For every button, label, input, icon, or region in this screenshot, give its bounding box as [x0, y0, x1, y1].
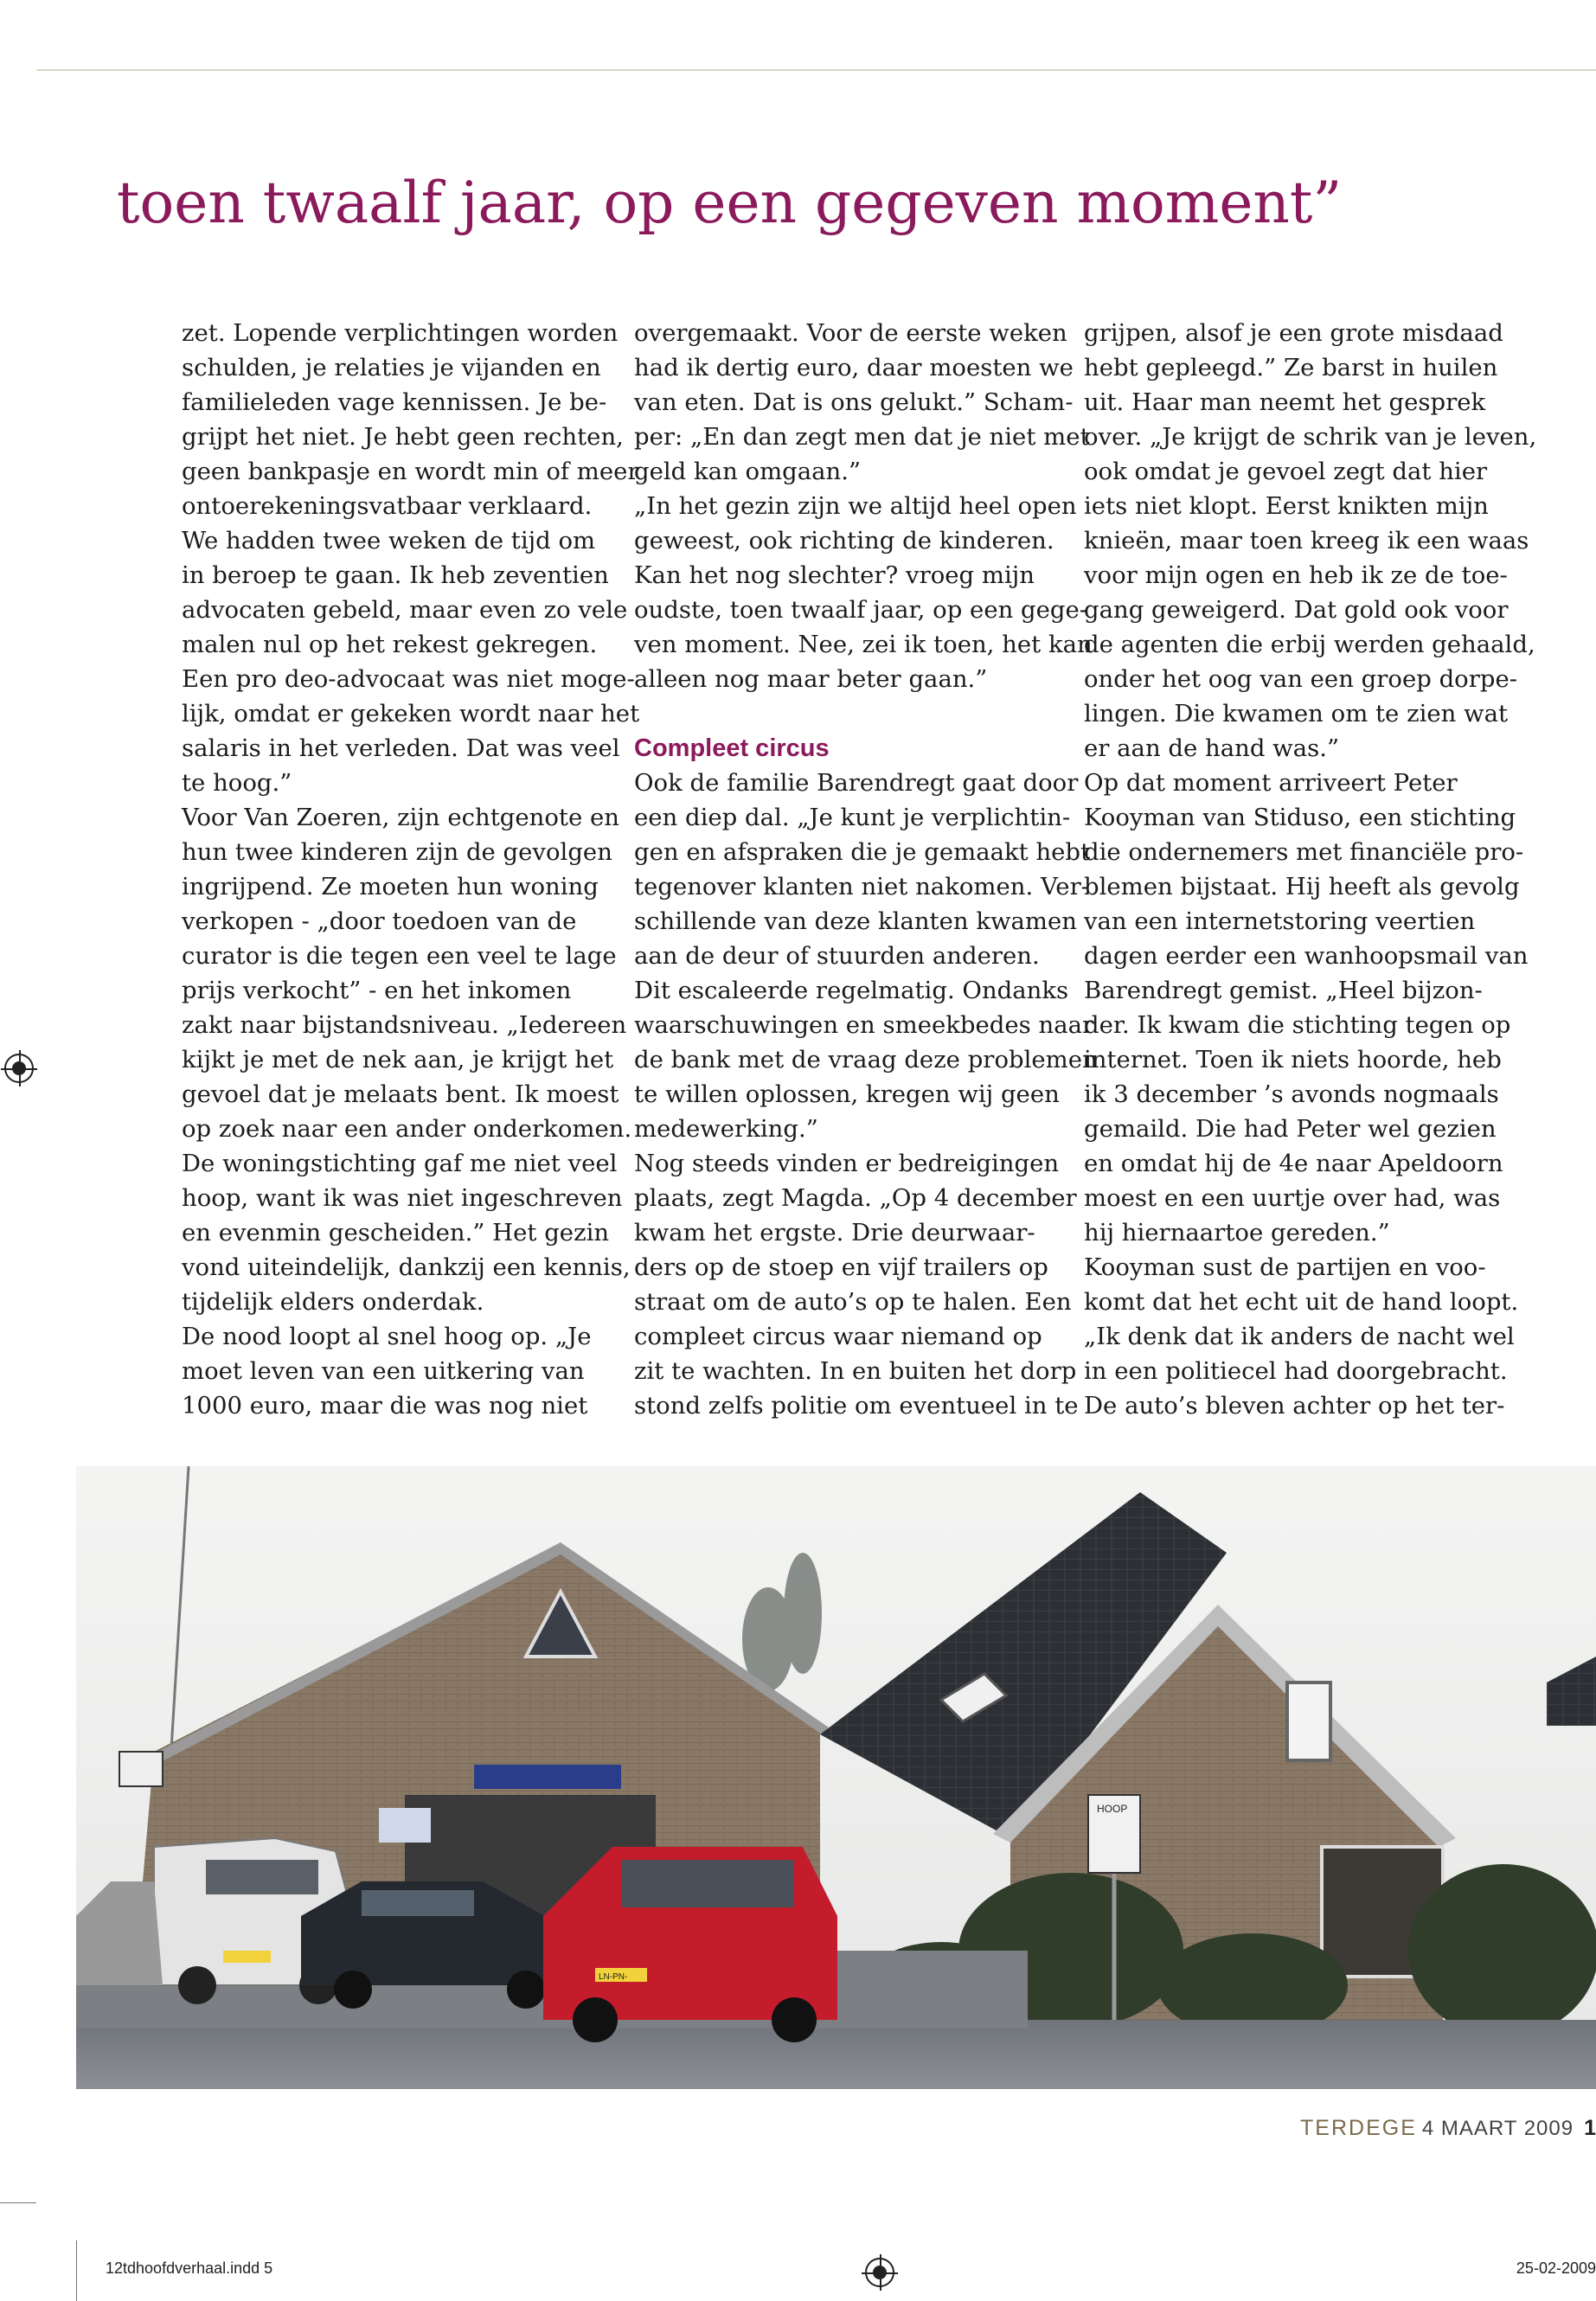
sign-text: HOOP: [1097, 1803, 1128, 1815]
upper-window: [1287, 1682, 1330, 1760]
text-line: dagen eerder een wanhoopsmail van: [1084, 942, 1529, 970]
text-line: grijpt het niet. Je hebt geen rechten,: [182, 423, 624, 451]
text-line: zakt naar bijstandsniveau. „Iedereen: [182, 1011, 627, 1039]
text-line: ik 3 december ’s avonds nogmaals: [1084, 1080, 1499, 1108]
text-line: moest en een uurtje over had, was: [1084, 1184, 1501, 1212]
shop-sign: [474, 1765, 621, 1789]
article-column-1: [182, 316, 640, 1423]
text-line: internet. Toen ik niets hoorde, heb: [1084, 1046, 1502, 1074]
text-line: ven moment. Nee, zei ik toen, het kan: [634, 631, 1093, 658]
text-line: een diep dal. „Je kunt je verplichtin-: [634, 804, 1071, 831]
text-line: oudste, toen twaalf jaar, op een gege-: [634, 596, 1088, 624]
slug-date: 25-02-2009: [1516, 2259, 1596, 2277]
text-line: en omdat hij de 4e naar Apeldoorn: [1084, 1150, 1503, 1177]
text-line: gemaild. Die had Peter wel gezien: [1084, 1115, 1497, 1143]
car-plate: LN-PN-: [599, 1972, 628, 1982]
text-line: Een pro deo-advocaat was niet moge-: [182, 665, 635, 693]
text-line: de bank met de vraag deze problemen: [634, 1046, 1098, 1074]
text-line: malen nul op het rekest gekregen.: [182, 631, 598, 658]
text-line: te hoog.”: [182, 769, 292, 797]
text-line: voor mijn ogen en heb ik ze de toe-: [1084, 561, 1508, 589]
subheading: Compleet circus: [634, 734, 830, 762]
text-line: familieleden vage kennissen. Je be-: [182, 388, 607, 416]
page-footer: [1300, 2116, 1596, 2141]
text-line: in beroep te gaan. Ik heb zeventien: [182, 561, 609, 589]
text-line: We hadden twee weken de tijd om: [182, 527, 596, 554]
slug-filename: 12tdhoofdverhaal.indd 5: [106, 2259, 273, 2277]
text-line: stond zelfs politie om eventueel in te: [634, 1392, 1079, 1420]
text-line: had ik dertig euro, daar moesten we: [634, 354, 1074, 381]
left-pole-sign: [119, 1752, 163, 1786]
text-line: lingen. Die kwamen om te zien wat: [1084, 700, 1509, 727]
text-line: alleen nog maar beter gaan.”: [634, 665, 988, 693]
text-line: van een internetstoring veertien: [1084, 907, 1476, 935]
text-line: tijdelijk elders onderdak.: [182, 1288, 484, 1316]
text-line: hebt gepleegd.” Ze barst in huilen: [1084, 354, 1498, 381]
text-line: verkopen - „door toedoen van de: [182, 907, 577, 935]
text-line: moet leven van een uitkering van: [182, 1357, 585, 1385]
text-line: gang geweigerd. Dat gold ook voor: [1084, 596, 1509, 624]
text-line: 1000 euro, maar die was nog niet: [182, 1392, 588, 1420]
text-line: per: „En dan zegt men dat je niet met: [634, 423, 1090, 451]
text-line: te willen oplossen, kregen wij geen: [634, 1080, 1060, 1108]
headline: toen twaalf jaar, op een gegeven moment”: [117, 170, 1343, 236]
text-line: geld kan omgaan.”: [634, 458, 862, 485]
text-line: en evenmin gescheiden.” Het gezin: [182, 1219, 610, 1247]
text-line: straat om de auto’s op te halen. Een: [634, 1288, 1072, 1316]
text-line: advocaten gebeld, maar even zo vele: [182, 596, 628, 624]
text-line: De auto’s bleven achter op het ter-: [1084, 1392, 1505, 1420]
text-line: uit. Haar man neemt het gesprek: [1084, 388, 1486, 416]
text-line: ingrijpend. Ze moeten hun woning: [182, 873, 599, 901]
text-line: Kan het nog slechter? vroeg mijn: [634, 561, 1035, 589]
text-line: medewerking.”: [634, 1115, 818, 1143]
magazine-name: TERDEGE: [1300, 2116, 1417, 2140]
registration-mark-icon: [4, 1054, 34, 1083]
text-line: „In het gezin zijn we altijd heel open: [634, 492, 1077, 520]
crop-mark-bottom: [76, 2240, 77, 2301]
text-line: zet. Lopende verplichtingen worden: [182, 319, 619, 347]
text-line: kwam het ergste. Drie deurwaar-: [634, 1219, 1035, 1247]
text-line: Voor Van Zoeren, zijn echtgenote en: [182, 804, 619, 831]
text-line: grijpen, alsof je een grote misdaad: [1084, 319, 1503, 347]
page-number: 1: [1584, 2116, 1596, 2140]
text-line: Dit escaleerde regelmatig. Ondanks: [634, 977, 1069, 1004]
text-line: er aan de hand was.”: [1084, 734, 1340, 762]
text-line: van eten. Dat is ons gelukt.” Scham-: [634, 388, 1074, 416]
text-line: hun twee kinderen zijn de gevolgen: [182, 838, 612, 866]
text-line: Nog steeds vinden er bedreigingen: [634, 1150, 1060, 1177]
text-line: aan de deur of stuurden anderen.: [634, 942, 1040, 970]
text-line: De nood loopt al snel hoog op. „Je: [182, 1323, 592, 1350]
text-line: over. „Je krijgt de schrik van je leven,: [1084, 423, 1537, 451]
text-line: Kooyman van Stiduso, een stichting: [1084, 804, 1516, 831]
text-line: plaats, zegt Magda. „Op 4 december: [634, 1184, 1077, 1212]
text-line: zit te wachten. In en buiten het dorp: [634, 1357, 1077, 1385]
text-line: onder het oog van een groep dorpe-: [1084, 665, 1518, 693]
text-line: prijs verkocht” - en het inkomen: [182, 977, 572, 1004]
text-line: De woningstichting gaf me niet veel: [182, 1150, 618, 1177]
text-line: Ook de familie Barendregt gaat door: [634, 769, 1079, 797]
paragraph-gap: [634, 696, 1075, 731]
text-line: knieën, maar toen kreeg ik een waas: [1084, 527, 1529, 554]
road: [76, 2020, 1596, 2089]
house-photo: [76, 1466, 1596, 2089]
text-line: Barendregt gemist. „Heel bijzon-: [1084, 977, 1483, 1004]
text-line: salaris in het verleden. Dat was veel: [182, 734, 620, 762]
text-line: geen bankpasje en wordt min of meer: [182, 458, 639, 485]
text-line: compleet circus waar niemand op: [634, 1323, 1042, 1350]
text-line: hoop, want ik was niet ingeschreven: [182, 1184, 623, 1212]
text-line: schulden, je relaties je vijanden en: [182, 354, 601, 381]
text-line: lijk, omdat er gekeken wordt naar het: [182, 700, 640, 727]
issue-date: 4 MAART 2009: [1421, 2117, 1574, 2140]
text-line: Op dat moment arriveert Peter: [1084, 769, 1458, 797]
text-line: vond uiteindelijk, dankzij een kennis,: [182, 1253, 631, 1281]
text-line: blemen bijstaat. Hij heeft als gevolg: [1084, 873, 1520, 901]
text-line: hij hiernaartoe gereden.”: [1084, 1219, 1390, 1247]
text-line: gen en afspraken die je gemaakt hebt: [634, 838, 1091, 866]
text-line: ders op de stoep en vijf trailers op: [634, 1253, 1048, 1281]
text-line: kijkt je met de nek aan, je krijgt het: [182, 1046, 614, 1074]
text-line: schillende van deze klanten kwamen: [634, 907, 1077, 935]
text-line: ontoerekeningsvatbaar verklaard.: [182, 492, 593, 520]
text-line: der. Ik kwam die stichting tegen op: [1084, 1011, 1511, 1039]
article-column-3: [1084, 316, 1537, 1423]
red-hatchback: [543, 1847, 837, 2042]
text-line: „Ik denk dat ik anders de nacht wel: [1084, 1323, 1515, 1350]
text-line: curator is die tegen een veel te lage: [182, 942, 617, 970]
text-line: Kooyman sust de partijen en voo-: [1084, 1253, 1486, 1281]
text-line: iets niet klopt. Eerst knikten mijn: [1084, 492, 1489, 520]
article-column-2: [634, 316, 1098, 1423]
text-line: die ondernemers met financiële pro-: [1084, 838, 1524, 866]
text-line: gevoel dat je melaats bent. Ik moest: [182, 1080, 619, 1108]
text-line: geweest, ook richting de kinderen.: [634, 527, 1054, 554]
text-line: ook omdat je gevoel zegt dat hier: [1084, 458, 1488, 485]
registration-mark-icon: [865, 2258, 894, 2287]
text-line: tegenover klanten niet nakomen. Ver-: [634, 873, 1090, 901]
shop-poster: [379, 1808, 431, 1843]
text-line: de agenten die erbij werden gehaald,: [1084, 631, 1535, 658]
text-line: waarschuwingen en smeekbedes naar: [634, 1011, 1094, 1039]
crop-mark-left: [0, 2202, 36, 2203]
text-line: overgemaakt. Voor de eerste weken: [634, 319, 1067, 347]
text-line: in een politiecel had doorgebracht.: [1084, 1357, 1508, 1385]
text-line: komt dat het echt uit de hand loopt.: [1084, 1288, 1519, 1316]
text-line: op zoek naar een ander onderkomen.: [182, 1115, 632, 1143]
top-rule: [36, 69, 1596, 71]
